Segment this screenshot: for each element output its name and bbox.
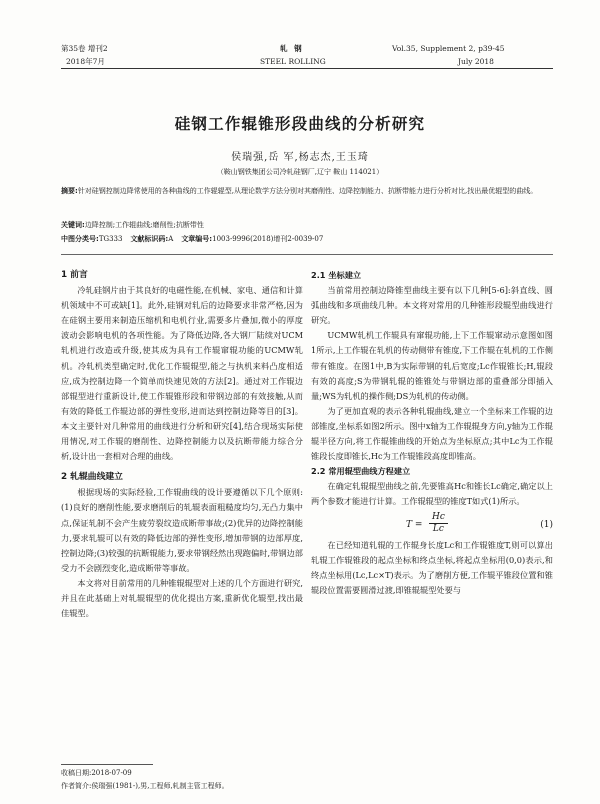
section-1-heading: 1 前言 (61, 270, 88, 280)
section-2-heading: 2 轧辊曲线建立 (61, 472, 123, 483)
article-no-value: 1003-9996(2018)增刊2-0039-07 (212, 235, 324, 243)
header-date-en: July 2018 (458, 57, 494, 66)
keywords-label: 关键词: (61, 221, 85, 229)
equation-denominator: Lc (432, 523, 444, 534)
abstract-rule (61, 254, 553, 255)
section-2-2-paragraph-1: 在确定轧辊辊型曲线之前,先要锥高Hc和锥长Lc确定,确定以上两个参数才能进行计算。工作辊辊型的锥度T如式(1)所示。 (311, 481, 553, 507)
section-2-1-paragraph-1: 当前常用控制边降锥型曲线主要有以下几种[5-6]:斜直线、圆弧曲线和多项曲线几种。本文将对常用的几种锥形段辊型曲线进行研究。 (311, 285, 553, 326)
article-no-label: 文章编号: (181, 235, 213, 243)
affiliation: （鞍山钢铁集团公司冷轧硅钢厂,辽宁 鞍山 114021） (216, 168, 384, 176)
footnote-received: 收稿日期:2018-07-09 (61, 769, 132, 777)
section-2-2-heading: 2.2 常用辊型曲线方程建立 (311, 466, 411, 477)
right-column (311, 268, 553, 598)
header-volume-en: Vol.35, Supplement 2, p39-45 (392, 44, 505, 53)
left-column (61, 268, 303, 621)
header-date-cn: 2018年7月 (66, 57, 105, 66)
header-volume-cn: 第35卷 增刊2 (61, 44, 108, 53)
footnote-author: 作者简介:侯瑞强(1981-),男,工程师,轧制主管工程师。 (61, 782, 229, 790)
section-2-paragraph-1: 根据现场的实际经验,工作辊曲线的设计要遵循以下几个原则:(1)良好的磨削性能,要求磨削后的轧辊表面粗糙度均匀,无凸力集中点,保证轧制不会产生疲劳裂纹造成断带事故;(2)优异的边降控制能力,要求轧辊可以有效的降低边部的弹性变形,增加带钢的边部厚度,控制边降;(3)较强的抗断辊能力,要求带钢经然出现跑偏时,带钢边部受力不会剧烈变化,造成断带等事故。 (61, 487, 303, 573)
abstract (61, 186, 553, 197)
equation-number: (1) (540, 519, 553, 530)
keywords-text: 边降控制;工作辊曲线;磨削性;抗断带性 (84, 221, 204, 229)
clc-value: TG333 (98, 235, 123, 243)
keywords (61, 220, 553, 231)
equation-lhs: T = (406, 519, 423, 530)
header-journal-en: STEEL ROLLING (260, 57, 326, 66)
section-2-2-paragraph-2: 在已经知道轧辊的工作辊身长度Lc和工作辊锥度T,则可以算出轧辊工作辊锥段的起点坐标和终点坐标,将起点坐标用(0,0)表示,和终点坐标用(Lc,Lc×T)表示。为了磨削方便,工作辊平锥段位置和锥辊段位置需要圆滑过渡,即锥辊辊型处要与 (311, 539, 553, 595)
abstract-text: 针对硅钢控制边降常使用的各种曲线的工作辊辊型,从理论数学方法分别对其磨削性、边降控制能力、抗断带能力进行分析对比,找出最优辊型的曲线。 (77, 187, 538, 195)
paper-title: 硅钢工作辊锥形段曲线的分析研究 (174, 115, 426, 133)
abstract-label: 摘要: (61, 187, 78, 195)
clc-label: 中图分类号: (61, 235, 99, 243)
doc-code-label: 文献标识码: (130, 235, 169, 243)
doc-code-value: A (168, 235, 174, 243)
section-2-1-heading: 2.1 坐标建立 (311, 270, 362, 280)
header-journal-cn: 轧 钢 (280, 44, 304, 53)
section-2-paragraph-2: 本文将对目前常用的几种锥辊辊型对上述的几个方面进行研究,并且在此基础上对轧辊辊型的优化提出方案,重新优化辊型,找出最佳辊型。 (61, 577, 303, 619)
equation-numerator: Hc (429, 512, 448, 524)
section-2-1-paragraph-2: UCMW轧机工作辊具有窜辊功能,上下工作辊窜动示意图如图1所示,上工作辊在轧机的传动侧带有锥度,下工作辊在轧机的工作侧带有锥度。在图1中,B为实际带钢的轧后宽度;Lc作辊锥长;H,辊段有效的高度;S为带钢轧辊的锥锥处与带钢边部的重叠部分即插入量;WS为轧机的操作侧;DS为轧机的传动侧。 (311, 330, 553, 401)
footnote-rule (61, 764, 153, 765)
section-1-paragraph: 冷轧硅钢片由于其良好的电磁性能,在机械、家电、通信和计算机领域中不可或缺[1]。此外,硅钢对轧后的边降要求非常严格,因为在硅钢主要用来制造压缩机和电机行业,需要多片叠加,微小的厚度波动会影响电机的各项性能。为了降低边降,各大钢厂陆续对UCM轧机进行改造或升级,使其成为具有工作辊窜辊功能的UCMW轧机。冷轧机类型确定时,优化工作辊辊型,能之与执机来料凸度相适应,成为控制边降一个简单而快速见效的方法[2]。通过对工作辊边部辊型进行重新设计,使工作辊锥形段和带钢边部的有效接触,从而有效的降低工作辊边部的弹性变形,进而达到控制边降等目的[3]。本文主要针对几种常用的曲线进行分析和研究[4],结合现场实际使用情况,对工作辊的磨削性、边降控制能力以及抗断带能力综合分析,设计出一套相对合理的曲线。 (61, 285, 303, 462)
section-2-1-paragraph-3: 为了更加直观的表示各种轧辊曲线,建立一个坐标来工作辊的边部锥度,坐标系如图2所示。图中x轴为工作辊辊身方向,y轴为工作辊辊半径方向,将工作辊锥曲线的开始点为坐标原点;其中Lc为工作辊锥段长度即锥长,Hc为工作辊锥段高度即锥高。 (311, 405, 553, 462)
classification (61, 234, 561, 245)
equation-fraction (429, 512, 448, 535)
authors: 侯瑞强,岳 军,杨志杰,王玉琦 (231, 152, 369, 163)
header-rule (61, 68, 553, 69)
equation-1 (311, 510, 553, 538)
